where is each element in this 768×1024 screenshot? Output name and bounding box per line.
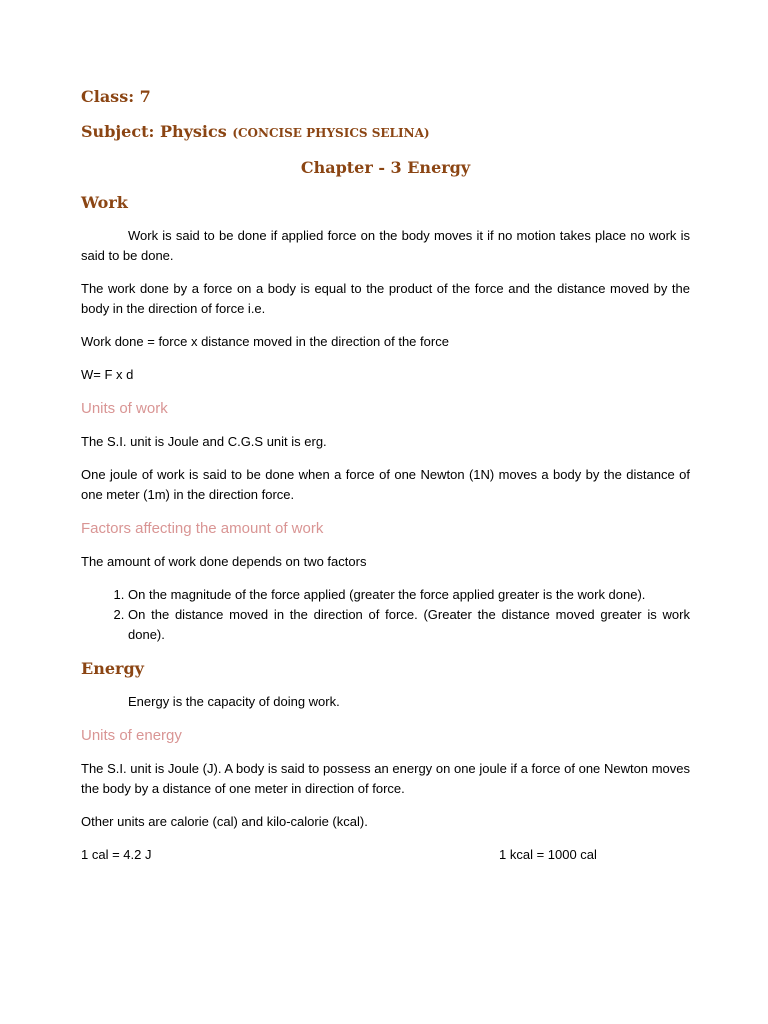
work-paragraph-2: The work done by a force on a body is equal to the product of the force and the distance moved by the body in the direction of force i.e.	[81, 281, 690, 316]
units-of-work-paragraph-2: One joule of work is said to be done when a force of one Newton (1N) moves a body by the distance of one meter (1m) in the direction force.	[81, 467, 690, 502]
factors-intro: The amount of work done depends on two factors	[81, 554, 367, 569]
class-label: Class: 7	[81, 87, 151, 106]
work-formula: W= F x d	[81, 367, 134, 382]
energy-paragraph-1: Energy is the capacity of doing work.	[128, 694, 340, 709]
units-of-energy-paragraph-1: The S.I. unit is Joule (J). A body is said to possess an energy on one joule if a force of one Newton moves the body by a distance of one meter in direction of force.	[81, 761, 690, 796]
work-paragraph-3: Work done = force x distance moved in the direction of the force	[81, 334, 449, 349]
work-paragraph-1: Work is said to be done if applied force on the body moves it if no motion takes place no work is said to be done.	[81, 228, 690, 263]
kcal-conversion: 1 kcal = 1000 cal	[499, 847, 597, 862]
subject-line	[81, 121, 690, 144]
factors-heading: Factors affecting the amount of work	[81, 520, 324, 537]
units-of-energy-heading: Units of energy	[81, 727, 182, 744]
factors-list	[81, 585, 690, 645]
list-item: 1. On the magnitude of the force applied (greater the force applied greater is the work done).	[128, 585, 690, 605]
units-of-work-heading: Units of work	[81, 400, 168, 417]
work-heading: Work	[81, 193, 128, 212]
chapter-title: Chapter - 3 Energy	[300, 158, 471, 177]
list-item: 2. On the distance moved in the direction of force. (Greater the distance moved greater is work done).	[128, 605, 690, 645]
subject-label: Subject: Physics	[81, 122, 227, 141]
cal-conversion: 1 cal = 4.2 J	[81, 847, 152, 862]
conversion-row	[81, 845, 690, 865]
energy-heading: Energy	[81, 659, 144, 678]
units-of-energy-paragraph-2: Other units are calorie (cal) and kilo-calorie (kcal).	[81, 814, 368, 829]
document-page	[81, 86, 690, 865]
units-of-work-paragraph-1: The S.I. unit is Joule and C.G.S unit is erg.	[81, 434, 327, 449]
subject-book: (CONCISE PHYSICS SELINA)	[232, 126, 430, 140]
